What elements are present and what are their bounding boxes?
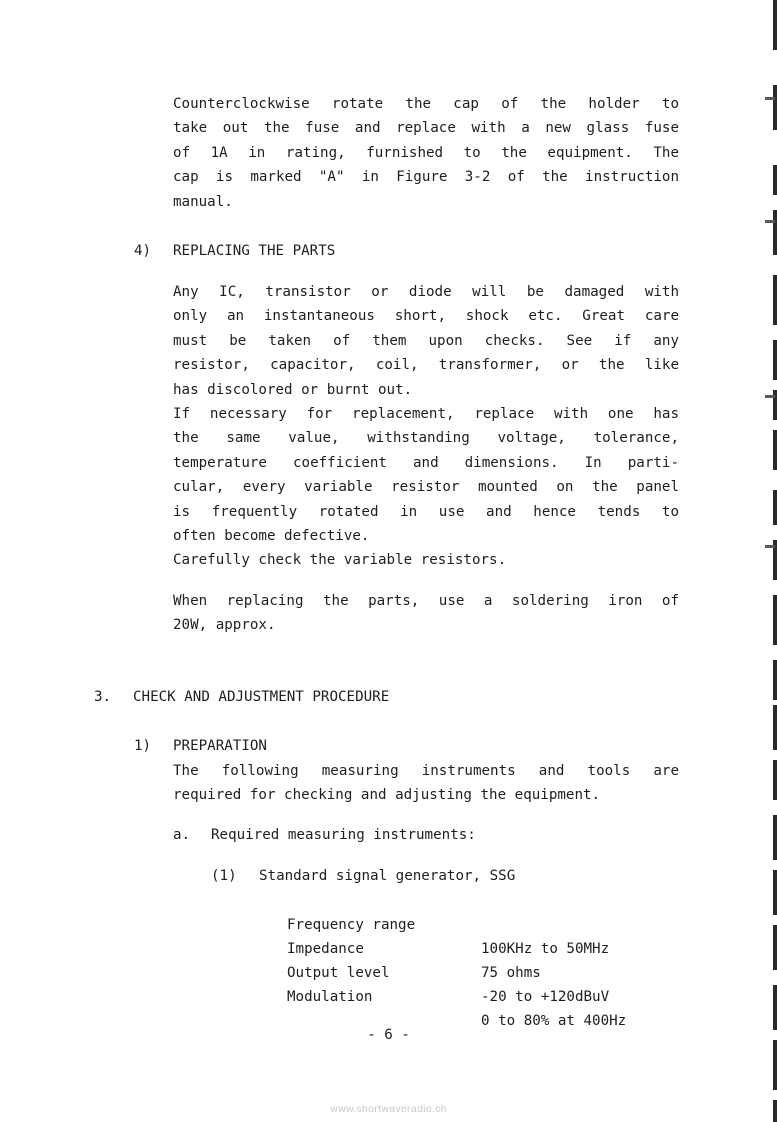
subsection-heading: PREPARATION xyxy=(173,738,267,754)
replacing-paragraph xyxy=(173,280,679,573)
binding-mark xyxy=(773,760,777,800)
binding-mark xyxy=(773,660,777,700)
binding-mark xyxy=(773,165,777,195)
text-line: the same value, withstanding voltage, tolerance, xyxy=(173,430,679,447)
text-line: temperature coefficient and dimensions. In parti- xyxy=(173,454,679,471)
binding-mark xyxy=(773,815,777,860)
section-heading: CHECK AND ADJUSTMENT PROCEDURE xyxy=(133,689,390,705)
binding-mark xyxy=(773,0,777,50)
binding-edge xyxy=(763,0,777,1122)
text-line: Carefully check the variable resistors. xyxy=(173,552,507,569)
spec-key: Output level xyxy=(287,965,390,981)
spec-key: Frequency range xyxy=(287,917,416,933)
fuse-paragraph xyxy=(173,92,679,214)
text-line: When replacing the parts, use a soldering iron of xyxy=(173,593,679,609)
text-line: take out the fuse and replace with a new glass fuse xyxy=(173,120,679,137)
text-line: cular, every variable resistor mounted on the panel xyxy=(173,479,679,496)
text-line: is frequently rotated in use and hence tends to xyxy=(173,503,679,520)
item-number: (1) xyxy=(211,868,237,884)
spec-value: 75 ohms xyxy=(481,965,541,981)
binding-mark xyxy=(773,705,777,750)
section-number: 3. xyxy=(94,689,112,705)
text-line: The following measuring instruments and tools are xyxy=(173,763,679,779)
spec-value: 100KHz to 50MHz xyxy=(481,941,610,957)
text-line: resistor, capacitor, coil, transformer, or the like xyxy=(173,357,679,374)
text-line: manual. xyxy=(173,193,233,210)
text-line: If necessary for replacement, replace with one has xyxy=(173,405,679,422)
binding-mark xyxy=(773,870,777,915)
binding-mark xyxy=(773,925,777,970)
list-letter: a. xyxy=(173,827,191,843)
binding-mark xyxy=(773,595,777,645)
spec-key: Impedance xyxy=(287,941,364,957)
text-line: often become defective. xyxy=(173,527,370,544)
section-heading: REPLACING THE PARTS xyxy=(173,243,336,259)
text-line: Counterclockwise rotate the cap of the holder to xyxy=(173,96,679,112)
watermark-text: www.shortwaveradio.ch xyxy=(330,1103,447,1115)
subsection-number: 1) xyxy=(134,738,152,754)
section-number: 4) xyxy=(134,243,152,259)
spec-key: Modulation xyxy=(287,989,373,1005)
binding-mark xyxy=(773,340,777,380)
text-line: cap is marked "A" in Figure 3-2 of the instruction xyxy=(173,169,679,186)
text-line: must be taken of them upon checks. See if any xyxy=(173,332,679,349)
binding-mark xyxy=(773,1040,777,1090)
page-number: - 6 - xyxy=(367,1027,410,1043)
binding-mark xyxy=(773,210,777,255)
binding-stub xyxy=(765,395,775,398)
binding-mark xyxy=(773,985,777,1030)
text-line: has discolored or burnt out. xyxy=(173,381,413,398)
preparation-paragraph xyxy=(173,759,679,808)
binding-mark xyxy=(773,275,777,325)
text-line: 20W, approx. xyxy=(173,617,276,634)
binding-stub xyxy=(765,220,775,223)
text-line: of 1A in rating, furnished to the equipment. The xyxy=(173,144,679,161)
text-line: only an instantaneous short, shock etc. Great care xyxy=(173,308,679,325)
text-line: Any IC, transistor or diode will be damaged with xyxy=(173,284,679,300)
binding-mark xyxy=(773,85,777,130)
binding-mark xyxy=(773,430,777,470)
spec-value: 0 to 80% at 400Hz xyxy=(481,1013,627,1029)
text-line: required for checking and adjusting the equipment. xyxy=(173,787,601,804)
instrument-name: Standard signal generator, SSG xyxy=(259,868,516,884)
binding-stub xyxy=(765,97,775,100)
spec-value: -20 to +120dBuV xyxy=(481,989,610,1005)
binding-mark xyxy=(773,490,777,525)
soldering-paragraph xyxy=(173,589,679,638)
list-heading: Required measuring instruments: xyxy=(211,827,476,843)
binding-stub xyxy=(765,545,775,548)
binding-mark xyxy=(773,1100,777,1122)
